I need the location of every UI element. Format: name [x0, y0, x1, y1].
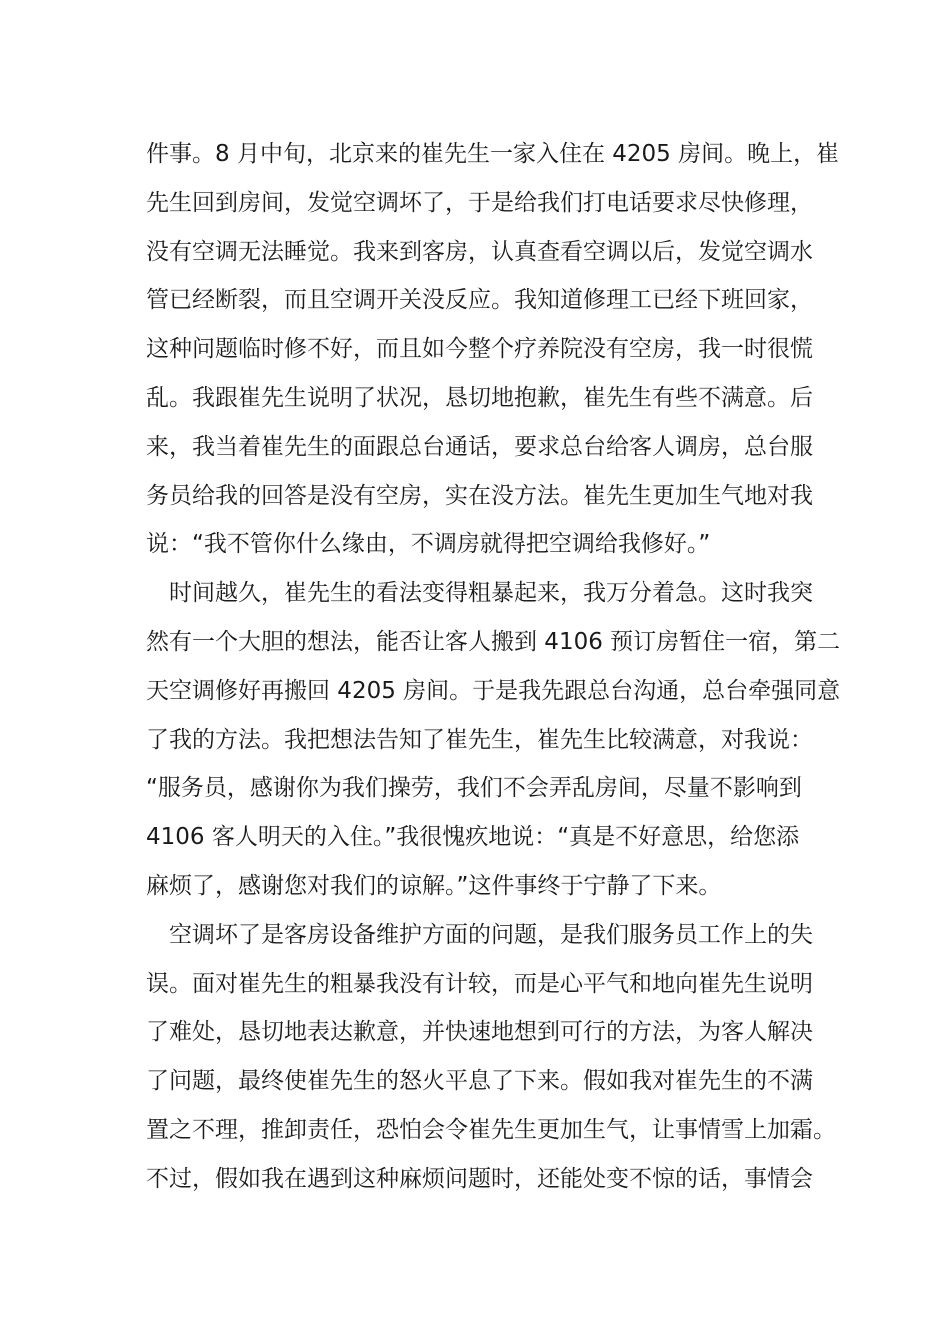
body-text	[146, 130, 841, 1204]
text-line: 先生回到房间，发觉空调坏了，于是给我们打电话要求尽快修理，	[146, 189, 813, 216]
text-line: “服务员，感谢你为我们操劳，我们不会弄乱房间，尽量不影响到	[146, 775, 802, 802]
text-line: 没有空调无法睡觉。我来到客房，认真查看空调以后，发觉空调水	[146, 238, 813, 265]
text-line: 了我的方法。我把想法告知了崔先生，崔先生比较满意，对我说：	[146, 726, 813, 753]
text-line: 了问题，最终使崔先生的怒火平息了下来。假如我对崔先生的不满	[146, 1068, 813, 1095]
text-line: 了难处，恳切地表达歉意，并快速地想到可行的方法，为客人解决	[146, 1019, 813, 1046]
text-line: 来，我当着崔先生的面跟总台通话，要求总台给客人调房，总台服	[146, 433, 813, 460]
text-line: 置之不理，推卸责任，恐怕会令崔先生更加生气，让事情雪上加霜。	[146, 1116, 836, 1143]
text-line: 麻烦了，感谢您对我们的谅解。”这件事终于宁静了下来。	[146, 872, 722, 899]
text-line: 务员给我的回答是没有空房，实在没方法。崔先生更加生气地对我	[146, 482, 813, 509]
text-line: 4106 客人明天的入住。”我很愧疚地说：“真是不好意思，给您添	[146, 824, 800, 851]
text-line: 管已经断裂，而且空调开关没反应。我知道修理工已经下班回家，	[146, 287, 813, 314]
text-line: 不过，假如我在遇到这种麻烦问题时，还能处变不惊的话，事情会	[146, 1165, 813, 1192]
text-line: 天空调修好再搬回 4205 房间。于是我先跟总台沟通，总台牵强同意	[146, 677, 841, 704]
text-line: 时间越久，崔先生的看法变得粗暴起来，我万分着急。这时我突	[169, 580, 813, 607]
paragraph	[146, 911, 836, 1204]
paragraph	[146, 569, 841, 911]
text-line: 然有一个大胆的想法，能否让客人搬到 4106 预订房暂住一宿，第二	[146, 628, 841, 655]
text-line: 乱。我跟崔先生说明了状况，恳切地抱歉，崔先生有些不满意。后	[146, 384, 813, 411]
text-line: 说：“我不管你什么缘由，不调房就得把空调给我修好。”	[146, 531, 711, 558]
text-line: 这种问题临时修不好，而且如今整个疗养院没有空房，我一时很慌	[146, 336, 813, 363]
text-line: 件事。8 月中旬，北京来的崔先生一家入住在 4205 房间。晚上，崔	[146, 141, 840, 167]
paragraph	[146, 130, 840, 569]
text-line: 空调坏了是客房设备维护方面的问题，是我们服务员工作上的失	[169, 921, 813, 948]
text-line: 误。面对崔先生的粗暴我没有计较，而是心平气和地向崔先生说明	[146, 970, 813, 997]
